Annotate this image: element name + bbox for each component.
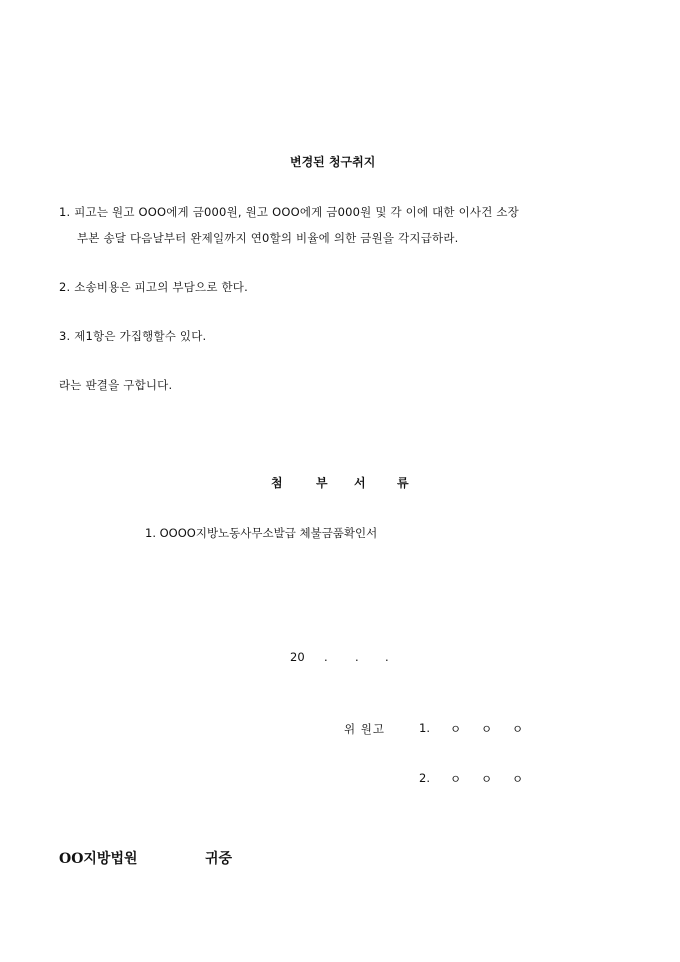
plaintiff-2-name-mark-2: ㅇ — [481, 772, 493, 786]
attachments-title-char-2: 부 — [316, 476, 328, 490]
court-honorific: 귀중 — [205, 851, 233, 867]
court-name: OO지방법원 — [59, 851, 138, 867]
plaintiff-1-number: 1. — [419, 721, 430, 735]
plaintiff-label: 위 원고 — [344, 722, 385, 736]
document-heading: 변경된 청구취지 — [290, 155, 376, 169]
claim-3: 3. 제1항은 가집행할수 있다. — [59, 329, 207, 343]
closing-statement: 라는 판결을 구합니다. — [59, 378, 173, 392]
claim-1-line-2: 부본 송달 다음날부터 완제일까지 연0할의 비율에 의한 금원을 각지급하라. — [77, 231, 459, 245]
date-dot-3: . — [385, 650, 389, 664]
claim-1-line-1: 1. 피고는 원고 OOO에게 금000원, 원고 OOO에게 금000원 및 각 이에 대한 이사건 소장 — [59, 205, 519, 219]
date-dot-1: . — [324, 650, 328, 664]
date-year: 20 — [290, 650, 305, 664]
claim-2: 2. 소송비용은 피고의 부담으로 한다. — [59, 280, 248, 294]
attachments-title-char-3: 서 — [354, 476, 366, 490]
attachments-title-char-1: 첨 — [271, 476, 283, 490]
plaintiff-2-name-mark-3: ㅇ — [512, 772, 524, 786]
attachments-title-char-4: 류 — [397, 476, 409, 490]
plaintiff-1-name-mark-1: ㅇ — [450, 722, 462, 736]
plaintiff-2-name-mark-1: ㅇ — [450, 772, 462, 786]
plaintiff-1-name-mark-3: ㅇ — [512, 722, 524, 736]
attachment-item-1: 1. OOOO지방노동사무소발급 체불금품확인서 — [145, 526, 378, 540]
date-dot-2: . — [355, 650, 359, 664]
plaintiff-1-name-mark-2: ㅇ — [481, 722, 493, 736]
plaintiff-2-number: 2. — [419, 771, 430, 785]
attachments-title — [0, 474, 680, 492]
